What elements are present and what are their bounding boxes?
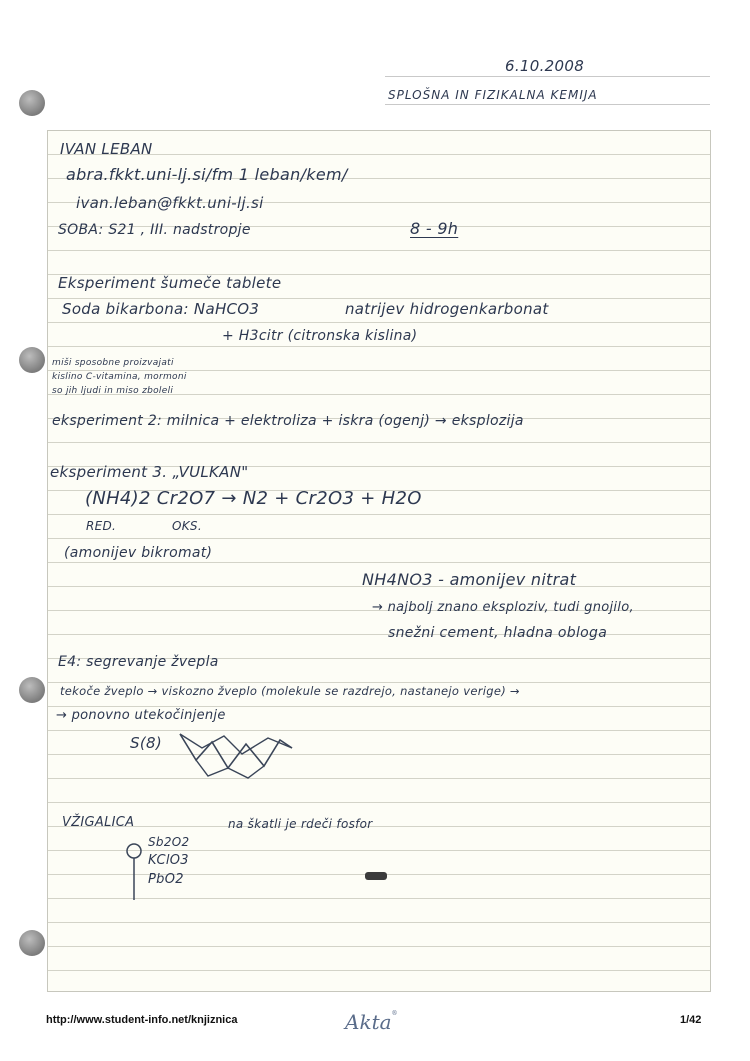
note-line-experiment-4: E4: segrevanje žvepla	[58, 654, 219, 670]
note-line-hours: 8 - 9h	[410, 219, 459, 238]
note-margin-2: kislino C-vitamina, mormoni	[52, 372, 187, 382]
binder-hole-top	[19, 90, 45, 116]
page-number: 1/42	[680, 1014, 702, 1026]
header-rule-2	[385, 104, 710, 105]
header-rule-1	[385, 76, 710, 77]
note-date: 6.10.2008	[505, 57, 585, 75]
note-title: SPLOŠNA IN FIZIKALNA KEMIJA	[388, 88, 598, 102]
note-line-citric-acid: + H3citr (citronska kislina)	[222, 328, 418, 344]
note-line-url: abra.fkkt.uni-lj.si/fm 1 leban/kem/	[66, 165, 348, 184]
note-line-equation: (NH4)2 Cr2O7 → N2 + Cr2O3 + H2O	[85, 488, 422, 509]
lined-note-sheet	[47, 130, 711, 992]
note-line-baking-soda: Soda bikarbona: NaHCO3	[62, 300, 260, 318]
note-line-dichromate: (amonijev bikromat)	[64, 545, 213, 561]
note-line-author: IVAN LEBAN	[60, 140, 153, 158]
note-line-experiment-2: eksperiment 2: milnica + elektroliza + iskra (ogenj) → eksplozija	[52, 413, 524, 429]
note-line-kclo3: KClO3	[148, 853, 189, 868]
note-line-explosive: → najbolj znano eksploziv, tudi gnojilo,	[372, 600, 634, 615]
note-margin-3: so jih ljudi in miso zboleli	[52, 386, 174, 396]
note-line-sb2o2: Sb2O2	[148, 835, 190, 849]
note-line-baking-soda-name: natrijev hidrogenkarbonat	[345, 300, 549, 318]
note-line-ammonium-nitrate: NH4NO3 - amonijev nitrat	[362, 570, 577, 589]
note-line-email: ivan.leban@fkkt.uni-lj.si	[76, 194, 264, 212]
akta-logo: Akta®	[345, 1010, 398, 1034]
binder-hole-middle	[19, 347, 45, 373]
sulfur-ring-sketch	[172, 726, 302, 786]
note-line-experiment-1: Eksperiment šumeče tablete	[58, 274, 282, 292]
ink-blot	[365, 872, 387, 880]
note-line-oxidation: OKS.	[172, 519, 202, 533]
note-line-match: VŽIGALICA	[62, 815, 135, 830]
note-margin-1: miši sposobne proizvajati	[52, 358, 174, 368]
note-line-reduction: RED.	[86, 519, 117, 533]
note-line-cement: snežni cement, hladna obloga	[388, 625, 608, 641]
binder-hole-bottom	[19, 930, 45, 956]
binder-hole-lower	[19, 677, 45, 703]
note-line-pbo2: PbO2	[148, 872, 184, 887]
note-line-experiment-3: eksperiment 3. „VULKAN"	[50, 463, 249, 481]
match-sketch	[124, 842, 144, 902]
note-line-room: SOBA: S21 , III. nadstropje	[58, 222, 251, 238]
note-line-reliquefying: → ponovno utekočinjenje	[56, 708, 226, 723]
note-line-s8: S(8)	[130, 734, 162, 752]
footer-url[interactable]: http://www.student-info.net/knjiznica	[46, 1014, 238, 1026]
note-line-sulfur-heating: tekoče žveplo → viskozno žveplo (molekule se razdrejo, nastanejo verige) →	[60, 684, 520, 698]
note-line-red-phosphorus: na škatli je rdeči fosfor	[228, 817, 373, 831]
